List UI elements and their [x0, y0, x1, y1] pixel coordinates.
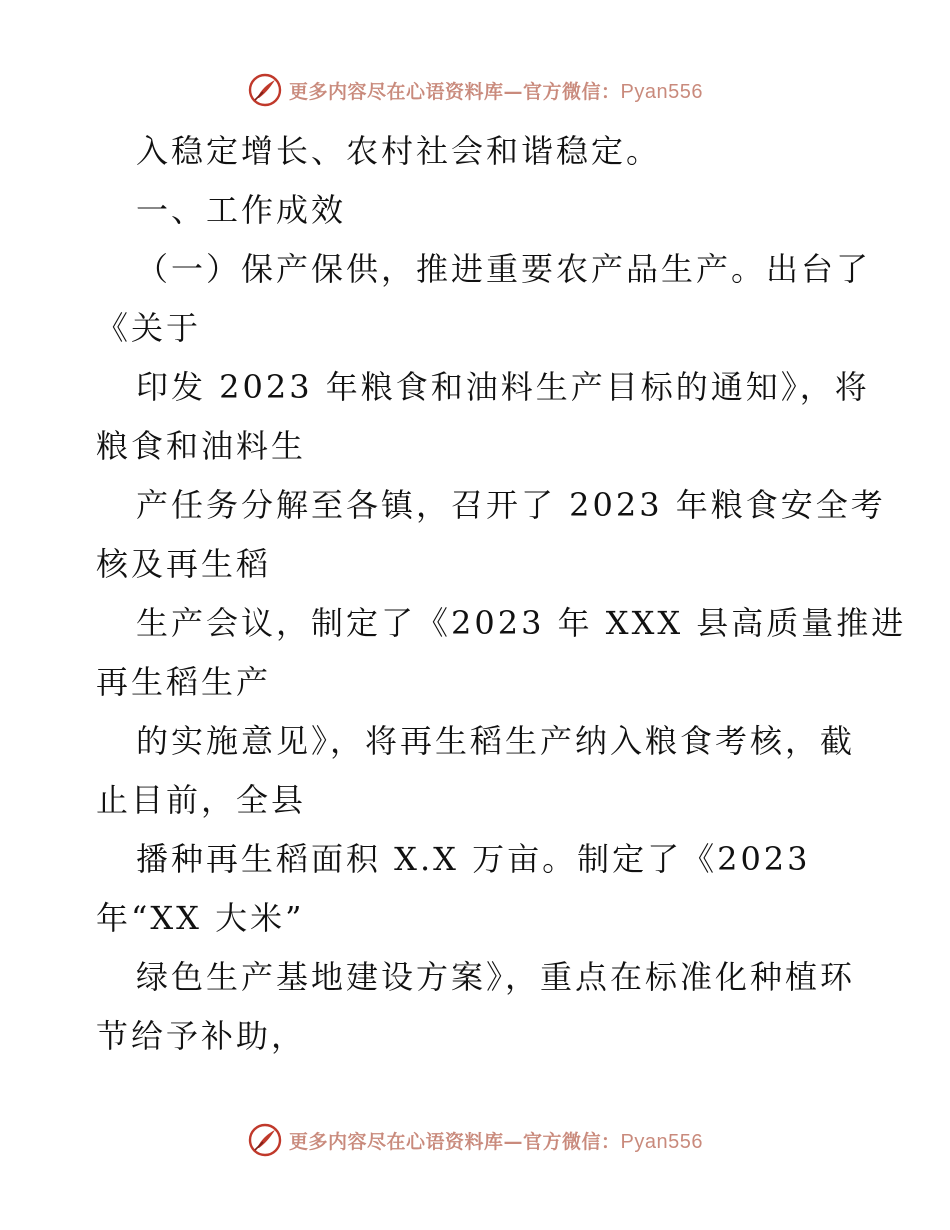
text-line: 止目前，全县 [96, 781, 307, 819]
watermark-text: 更多内容尽在心语资料库—官方微信：Pyan556 [289, 1130, 703, 1153]
watermark-group [247, 1122, 703, 1158]
text-line: 的实施意见》，将再生稻生产纳入粮食考核，截 [136, 722, 856, 760]
text-line: 生产会议，制定了《2023 年 XXX 县高质量推进 [136, 604, 907, 642]
footer-watermark [0, 1120, 950, 1160]
text-line: （一）保产保供，推进重要农产品生产。出台了 [136, 250, 872, 288]
text-line: 核及再生稻 [96, 545, 272, 583]
text-line: 一、工作成效 [136, 191, 347, 229]
document-body [96, 122, 907, 1066]
text-line: 节给予补助， [96, 1017, 307, 1055]
watermark-wechat-id: Pyan556 [620, 80, 703, 103]
text-line: 粮食和油料生 [96, 427, 307, 465]
text-line: 《关于 [96, 309, 202, 347]
text-line: 播种再生稻面积 X.X 万亩。制定了《2023 [136, 840, 811, 878]
text-line: 年“XX 大米” [96, 899, 305, 937]
watermark-text: 更多内容尽在心语资料库—官方微信：Pyan556 [289, 80, 703, 103]
watermark-wechat-id: Pyan556 [620, 1130, 703, 1153]
text-line: 产任务分解至各镇，召开了 2023 年粮食安全考 [136, 486, 886, 524]
quill-logo-icon [247, 72, 283, 108]
text-line: 绿色生产基地建设方案》，重点在标准化种植环 [136, 958, 856, 996]
watermark-group [247, 72, 703, 108]
text-line: 入稳定增长、农村社会和谐稳定。 [136, 132, 662, 170]
text-line: 再生稻生产 [96, 663, 272, 701]
text-line: 印发 2023 年粮食和油料生产目标的通知》，将 [136, 368, 870, 406]
header-watermark [0, 70, 950, 110]
quill-logo-icon [247, 1122, 283, 1158]
